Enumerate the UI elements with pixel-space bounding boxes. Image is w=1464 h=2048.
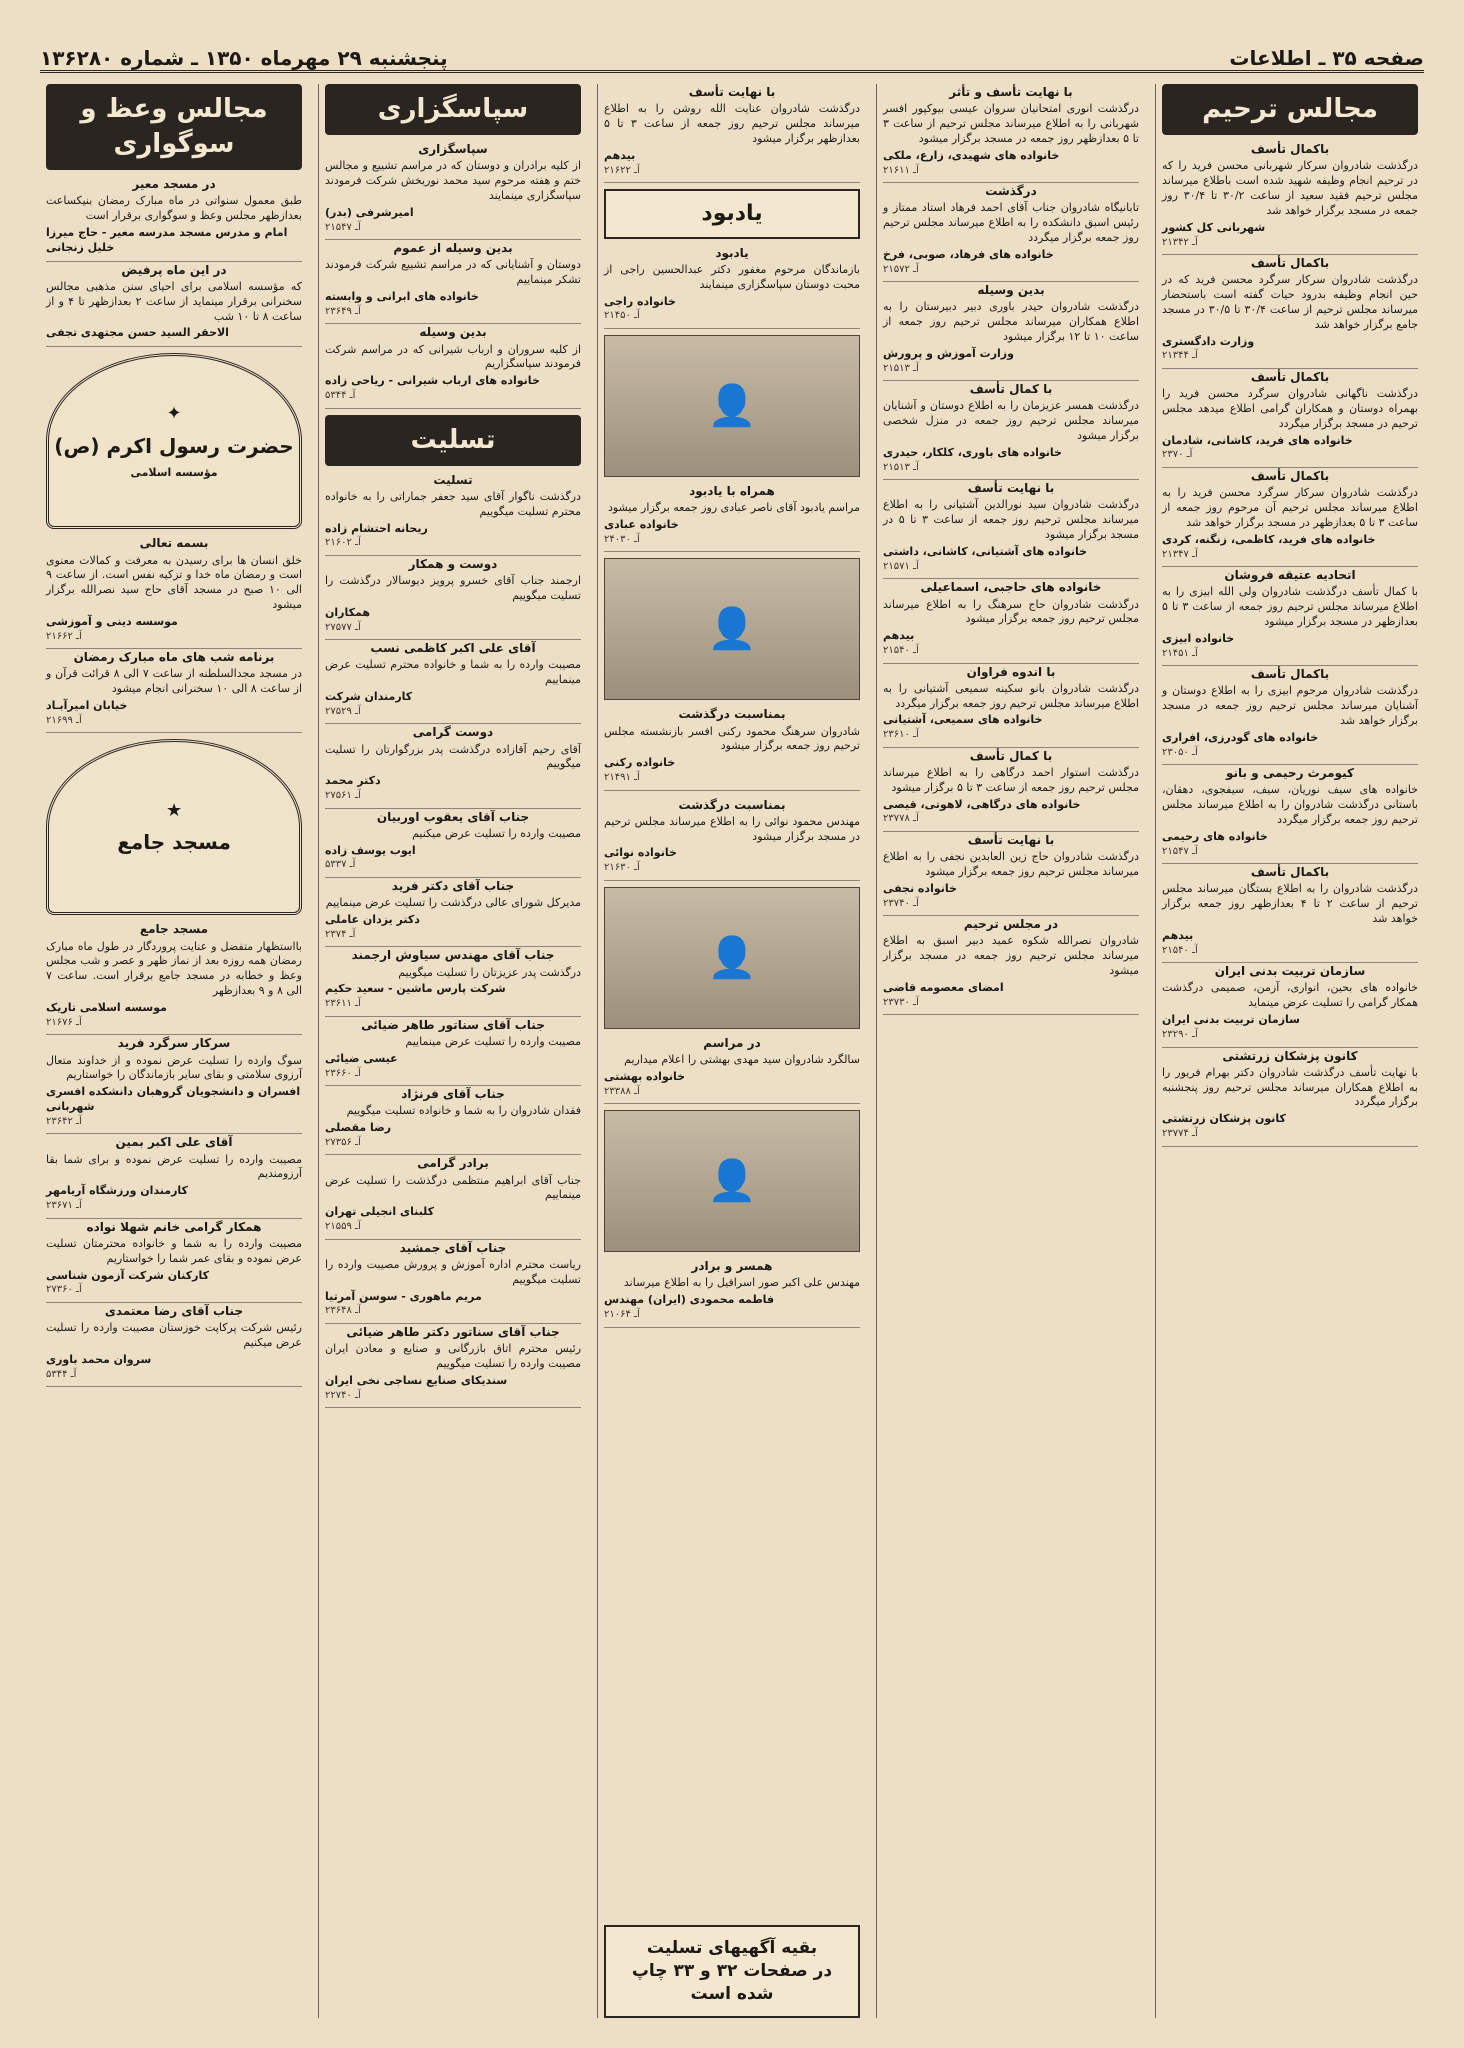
notice-text: درگذشت شادروان را به اطلاع بستگان میرساند مجلس ترحیم از ساعت ۲ تا ۴ بعدازظهر روز جمعه برگزار خواهد شد <box>1162 882 1418 926</box>
notice-code: آـ ۵۳۴۴ <box>46 1368 77 1380</box>
notice-title: آقای علی اکبر بمین <box>115 1135 233 1150</box>
notice-signature: خانواده های سمیعی، آشتیانی <box>883 713 1043 727</box>
notice-title: تسلیت <box>433 472 473 487</box>
column-2 <box>876 84 1145 2018</box>
notice-title: جناب آقای جمشید <box>399 1240 507 1255</box>
notice-signature: شهربانی کل کشور <box>1162 220 1266 234</box>
notice-signature: سندیکای صنایع نساجی نخی ایران <box>325 1373 508 1387</box>
column-5 <box>40 84 308 2018</box>
notice-signature: کارمندان شرکت <box>325 690 413 703</box>
notice-signature: خانواده های شهیدی، زارع، ملکی <box>883 148 1060 162</box>
notice-text: مهندس محمود نوائی را به اطلاع میرساند مجلس ترحیم در مسجد برگزار میشود <box>604 814 860 843</box>
notice-title: با نهایت تأسف <box>967 832 1055 847</box>
notice-signature: امام و مدرس مسجد مدرسه معیر - حاج میرزا خلیل زنجانی <box>46 226 288 254</box>
notice-title: با اندوه فراوان <box>966 664 1056 679</box>
person-icon: 👤 <box>707 382 757 429</box>
notice <box>46 1035 302 1134</box>
notice <box>325 1017 581 1086</box>
notice <box>46 1134 302 1218</box>
notice-code: آـ ۲۱۶۳۰ <box>604 862 640 874</box>
notice-title: بدین وسیله از عموم <box>393 241 513 256</box>
notice <box>46 1219 302 1303</box>
notice-code: آـ ۲۳۳۸۸ <box>604 1085 640 1097</box>
notice-signature: خانواده های گودرزی، افراری <box>1162 730 1319 744</box>
notice-title: جناب آقای دکتر فرید <box>391 878 515 893</box>
notice-text: که مؤسسه اسلامی برای احیای سنن مذهبی مجالس سخنرانی برقرار مینماید از ساعت ۲ بعدازظهر تا ۴ و از ساعت ۸ تا ۱۰ شب <box>46 279 302 323</box>
notice <box>325 809 581 878</box>
notice-code: آـ ۲۷۳۵۶ <box>325 1136 361 1148</box>
notice-title: سرکار سرگرد فرید <box>117 1036 231 1051</box>
notice-title: با کمال تأسف <box>969 748 1053 763</box>
column-2-notices <box>883 84 1139 1015</box>
notice <box>325 1240 581 1324</box>
notice <box>883 748 1139 832</box>
notice-code: آـ ۲۱۶۱۱ <box>883 164 919 176</box>
notice <box>325 724 581 808</box>
notice-signature: خانواده های رحیمی <box>1162 829 1268 843</box>
notice-title: جناب آقای سناتور دکتر طاهر ضیائی <box>346 1324 560 1339</box>
notice-signature: خانواده عبادی <box>604 518 679 531</box>
notice <box>46 649 302 733</box>
notice <box>883 916 1139 1015</box>
section-title-vaaz: مجالس وعظ و سوگواری <box>46 84 302 170</box>
notice-text: بااستظهار متفضل و عنایت پروردگار در طول ماه مبارک رمضان همه روزه بعد از نماز ظهر و عصر و شب مجلس وعظ و خطابه در مسجد جامع برقرار است. ساعت ۷ الی ۸ و ۹ بعدازظهر <box>46 939 302 998</box>
notice <box>325 640 581 724</box>
notice-signature: همکاران <box>325 605 371 619</box>
notice-code: آـ ۲۴۰۳۰ <box>604 533 640 545</box>
notice <box>883 183 1139 282</box>
column-5-notices-c <box>46 921 302 1387</box>
notice-code: آـ ۲۱۶۹۹ <box>46 714 82 726</box>
notice-text: با نهایت تأسف درگذشت شادروان دکتر بهرام فریور را به اطلاع همکاران میرساند مجلس ترحیم روز پنجشنبه برگزار میگردد <box>1162 1065 1418 1109</box>
notice <box>883 282 1139 381</box>
notice-code: آـ ۲۳۷۷۴ <box>1162 1128 1198 1140</box>
notice-text: مصیبت وارده را تسلیت عرض میکنیم <box>412 826 581 840</box>
notice-signature: دکتر یزدان عاملی <box>325 912 420 926</box>
notice-text: درگذشت ناگوار آقای سید جعفر جماراتی را به خانواده محترم تسلیت میگوییم <box>325 489 581 518</box>
notice-title: کانون پزشکان زرتشتی <box>1222 1048 1358 1063</box>
column-3 <box>597 84 866 2018</box>
notice-text: درگذشت ناگهانی شادروان سرگرد محسن فرید را بهمراه دوستان و همکاران گرامی اطلاع میدهد مجلس ترحیم در مسجد برگزار میگردد <box>1162 387 1418 430</box>
notice-code: آـ ۲۱۶۰۲ <box>325 537 361 549</box>
notice-text: درگذشت استوار احمد درگاهی را به اطلاع میرساند مجلس ترحیم روز جمعه از ساعت ۳ تا ۵ برگزار میشود <box>883 765 1139 794</box>
notice <box>883 832 1139 916</box>
notice-title: بمناسبت درگذشت <box>678 797 786 812</box>
notice-code: آـ ۲۷۳۶۰ <box>46 1284 82 1296</box>
notice-code: آـ ۲۱۶۲۲ <box>604 164 640 176</box>
notice-title: همراه با یادبود <box>689 483 775 498</box>
notice-text: درگذشت شادروان سید نورالدین آشتیانی را به اطلاع میرساند مجلس ترحیم روز جمعه از ساعت ۳ تا ۵ در مسجد برگزار میشود <box>883 498 1139 542</box>
notice-signature: خانواده های ابرانی و وابسته <box>325 290 479 304</box>
notice-signature: کانون پزشکان زرتشتی <box>1162 1112 1286 1126</box>
notice-text: از کلیه برادران و دوستان که در مراسم تشییع و مجالس ختم و هفته مرحوم سید محمد نوریخش شرکت فرمودند سپاسگزاری مینمایند <box>325 159 581 202</box>
notice-title: با نهایت تأسف <box>967 481 1055 496</box>
notice-code: آـ ۲۱۵۵۹ <box>325 1221 361 1233</box>
notice <box>1162 567 1418 666</box>
notice-code: آـ ۲۱۳۴۷ <box>1162 548 1198 560</box>
page-header <box>40 30 1424 73</box>
notice-text: مصیبت وارده را تسلیت عرض مینماییم <box>405 1034 581 1048</box>
notice-code: آـ ۲۱۶۷۶ <box>46 1016 82 1028</box>
notice-title: مسجد جامع <box>139 922 209 937</box>
notice <box>325 1086 581 1155</box>
notice-text: مصیبت وارده را تسلیت عرض نموده و برای شما بقا آرزومندیم <box>46 1152 302 1181</box>
notice <box>604 483 860 552</box>
notice-title: باکمال تأسف <box>1250 142 1330 157</box>
notice-code: آـ ۲۳۷۴ <box>325 928 356 940</box>
notice-code: آـ ۲۱۵۷۱ <box>883 560 919 572</box>
notice-text: شادروان سرهنگ محمود رکنی افسر بازنشسته مجلس ترحیم روز جمعه برگزار میشود <box>604 724 860 753</box>
banner-subtitle: مؤسسه اسلامی <box>130 465 218 479</box>
notice <box>46 535 302 649</box>
column-1-notices <box>1162 141 1418 1146</box>
notice <box>604 797 860 881</box>
notice <box>46 921 302 1035</box>
notice <box>1162 765 1418 864</box>
notice-code: آـ ۲۳۰۵۰ <box>1162 746 1198 758</box>
notice-signature: موسسه دینی و آموزشی <box>46 614 178 628</box>
notice <box>325 947 581 1016</box>
notice-text: درگذشت شادروان مرحوم ابیزی را به اطلاع دوستان و آشنایان میرساند مجلس ترحیم روز جمعه در مسجد برگزار خواهد شد <box>1162 684 1418 727</box>
notice-text: ریاست محترم اداره آموزش و پرورش مصیبت وارده را تسلیت میگوییم <box>325 1257 581 1286</box>
notice-signature: خانواده رکنی <box>604 756 676 770</box>
continued-title: بقیه آگهیهای تسلیت <box>646 1938 818 1959</box>
notice <box>1162 369 1418 468</box>
column-4-notices-a <box>325 141 581 409</box>
notice-title: برنامه شب های ماه مبارک رمضان <box>73 650 275 665</box>
notice <box>604 1258 860 1327</box>
section-title-tasliat: تسلیت <box>325 415 581 466</box>
notice-text: درگذشت شادروان حاج زین العابدین نجفی را به اطلاع میرساند مجلس ترحیم روز جمعه برگزار میشود <box>883 850 1139 878</box>
notice-text: با کمال تأسف درگذشت شادروان ولی الله ابیزی را به اطلاع میرساند مجلس ترحیم روز جمعه از ساعت ۳ تا ۵ بعدازظهر در مسجد برگزار میشود <box>1162 585 1418 628</box>
notice-signature: امیرشرفی (بدر) <box>325 205 414 219</box>
portrait-photo <box>604 1110 860 1252</box>
mosque-emblem <box>46 739 302 915</box>
notice-code: آـ ۲۳۶۱۱ <box>325 998 361 1010</box>
notice-signature: خانواده های فرید، کاظمی، زنگنه، کردی <box>1162 532 1376 546</box>
notice-signature: دکتر محمد <box>325 774 381 788</box>
notice-signature: وزارت دادگستری <box>1162 334 1255 348</box>
portrait-photo <box>604 335 860 477</box>
notice-code: آـ ۲۱۳۴۲ <box>1162 236 1198 248</box>
notice <box>883 480 1139 579</box>
notice <box>46 1303 302 1387</box>
notice-text: مراسم یادبود آقای ناصر عبادی روز جمعه برگزار میشود <box>607 501 860 515</box>
columns <box>40 84 1424 2018</box>
notice-text: مصیبت وارده را به شما و خانواده محترمتان تسلیت عرض نموده و بقای عمر شما را خواستاریم <box>46 1236 302 1265</box>
notice-text: درگذشت شادروان حاج سرهنگ را به اطلاع میرساند مجلس ترحیم روز جمعه برگزار میشود <box>883 597 1139 626</box>
notice-signature: ایوب یوسف زاده <box>325 843 416 857</box>
notice <box>1162 864 1418 963</box>
notice-signature: خانواده های فرید، کاشانی، شادمان <box>1162 433 1353 447</box>
notice-title: سپاسگزاری <box>418 142 488 157</box>
notice-signature: شرکت پارس ماشین - سعید حکیم <box>325 982 506 996</box>
notice-signature: موسسه اسلامی تاریک <box>46 1001 167 1014</box>
notice-text: تابانیگاه شادروان جناب آقای احمد فرهاد استاد ممتاز و رئیس اسبق دانشکده را به اطلاع میرساند مجلس ترحیم روز جمعه برگزار میگردد <box>883 201 1139 244</box>
notice-signature: خانواده های باوری، کلکار، حیدری <box>883 445 1062 459</box>
section-title-sepasgozari: سپاسگزاری <box>325 84 581 135</box>
notice <box>325 472 581 556</box>
notice <box>1162 255 1418 369</box>
notice-title: جناب آقای مهندس سیاوش ارجمند <box>351 948 555 963</box>
notice-code: آـ ۲۷۵۲۹ <box>325 705 361 717</box>
notice-code: آـ ۲۳۶۱۰ <box>883 729 919 741</box>
notice-title: با کمال تأسف <box>969 382 1053 397</box>
notice-text: درگذشت شادروان سرکار سرگرد محسن فرید را به اطلاع میرساند مجلس ترحیم آن مرحوم روز جمعه از ساعت ۳ تا ۵ بعدازظهر در مسجد برگزار خواهد شد <box>1162 486 1418 529</box>
notice-signature: سروان محمد باوری <box>46 1352 152 1366</box>
notice-text: رئیس شرکت پرکاپت خوزستان مصیبت وارده را تسلیت عرض میکنیم <box>46 1321 302 1349</box>
notice-title: کیومرث رحیمی و بانو <box>1225 766 1355 781</box>
notice <box>1162 1048 1418 1147</box>
notice-text: فقدان شادروان را به شما و خانواده تسلیت میگوییم <box>346 1104 581 1118</box>
notice-text: مهندس علی اکبر صور اسرافیل را به اطلاع میرساند <box>623 1276 860 1290</box>
notice-code: آـ ۲۱۵۱۳ <box>883 362 919 374</box>
notice <box>325 324 581 408</box>
notice-code: آـ ۲۳۶۷۱ <box>46 1200 82 1212</box>
notice-signature: خانواده های آشتیانی، کاشانی، داشتی <box>883 544 1088 558</box>
notice <box>604 245 860 329</box>
notice-code: آـ ۲۱۴۵۱ <box>1162 647 1198 659</box>
notice-text: خانواده های بحین، انواری، آزمن، صمیمی درگذشت همکار گرامی را تسلیت عرض مینماید <box>1162 981 1418 1010</box>
notice-code: آـ ۲۳۶۴۲ <box>46 1115 82 1127</box>
column-5-notices-b <box>46 535 302 733</box>
notice-text: درگذشت شادروان سرکار شهربانی محسن فرید را که در ترحیم انجام وظیفه شهید شده است باطلاع میرساند مجلس ترحیم فقید سعید از ساعت ۳۰/۲ تا ۳۰/۴ روز جمعه در مسجد برگزار خواهد شد <box>1162 159 1419 217</box>
notice-title: بدین وسیله <box>419 325 487 340</box>
notice-title: جناب آقای سناتور طاهر ضیائی <box>361 1017 545 1032</box>
continued-pages: در صفحات ۳۲ و ۳۳ چاپ شده است <box>631 1961 833 2005</box>
notice-title: درگذشت <box>985 184 1037 199</box>
notice-signature: خانواده ابیزی <box>1162 631 1235 645</box>
notice-code: آـ ۲۳۷۴۰ <box>883 897 919 909</box>
notice <box>883 381 1139 480</box>
notice-code: آـ ۲۳۷۰ <box>1162 449 1193 461</box>
notice-signature: خانواده های ارباب شیرانی - ریاحی زاده <box>325 374 540 388</box>
notice-title: با نهایت تأسف <box>688 85 776 99</box>
notice-code: آـ ۲۳۷۳۰ <box>883 996 919 1008</box>
notice-title: دوست گرامی <box>412 725 494 740</box>
notice <box>325 556 581 640</box>
notice-title: با نهایت تأسف و تأثر <box>949 85 1073 99</box>
notice-code: آـ ۲۱۵۷۲ <box>883 263 919 275</box>
notice-code: آـ ۲۱۵۱۳ <box>883 461 919 473</box>
notice-signature: فاطمه محمودی (ایران) مهندس <box>604 1293 775 1307</box>
notice-signature: وزارت آموزش و پرورش <box>883 346 1014 360</box>
notice-signature: خیابان امیرآبـاد <box>46 699 128 713</box>
notice-text: جناب آقای ابراهیم منتظمی درگذشت را تسلیت عرض مینماییم <box>325 1173 581 1202</box>
continued-notice-box <box>604 1925 860 2018</box>
notice-title: باکمال تأسف <box>1250 667 1330 682</box>
notice-title: دوست و همکار <box>408 556 498 571</box>
notice-signature: خانواده نجفی <box>883 881 957 895</box>
religious-banner <box>46 353 302 529</box>
section-title-yadbood: یادبود <box>604 189 860 239</box>
notice-title: جناب آقای فرنژاد <box>401 1087 505 1102</box>
notice <box>325 1324 581 1408</box>
notice-text: درگذشت شادروان بانو سکینه سمیعی آشتیانی را به اطلاع میرساند مجلس ترحیم روز جمعه برگزار میگردد <box>883 681 1139 710</box>
page-number-title: صفحه ۳۵ ـ اطلاعات <box>1229 46 1424 70</box>
notice-text: درگذشت شادروان عنایت الله روشن را به اطلاع میرساند مجلس ترحیم روز جمعه از ساعت ۳ تا ۵ بعدازظهر برگزار میشود <box>604 102 860 145</box>
column-4 <box>318 84 587 2018</box>
notice <box>325 141 581 240</box>
notice-code: آـ ۵۳۳۷ <box>325 859 356 871</box>
notice-text: درگذشت شادروان حیدر باوری دبیر دبیرستان را به اطلاع همکاران میرساند مجلس ترحیم روز جمعه از ساعت ۱۰ تا ۱۲ برگزار میشود <box>883 300 1139 343</box>
notice-title: سازمان تربیت بدنی ایران <box>1214 964 1366 979</box>
banner-title: حضرت رسول اکرم (ص) <box>54 433 294 458</box>
notice-code: آـ ۲۷۵۷۷ <box>325 621 361 633</box>
column-4-notices-b <box>325 472 581 1408</box>
notice-text: سوگ وارده را تسلیت عرض نموده و از خداوند متعال آرزوی سلامتی و بقای سایر بازماندگان را خواستاریم <box>46 1053 302 1082</box>
notice-text: بازماندگان مرحوم مغفور دکتر عبدالحسین راجی از محبت دوستان سپاسگزاری مینمایند <box>604 262 860 291</box>
notice <box>1162 141 1418 255</box>
notice-code: آـ ۲۳۶۴۹ <box>325 305 361 317</box>
notice-text: درگذشت پدر عزیزتان را تسلیت میگوییم <box>398 965 581 979</box>
notice-signature: خانواده های فرهاد، صوبی، فرخ <box>883 247 1054 261</box>
notice-signature: امضای معصومه قاضی <box>883 980 1004 994</box>
notice-signature: بیدهم <box>883 629 915 643</box>
notice-text: درگذشت شادروان سرکار سرگرد محسن فرید که در حین انجام وظیفه بدرود حیات گفته است باستحضار میرساند مجلس ترحیم از ساعت ۳۰/۴ تا ۳۰/۵ در مسجد جامع برگزار خواهد شد <box>1162 273 1418 331</box>
notice-code: آـ ۲۱۶۶۲ <box>46 630 82 642</box>
notice-code: آـ ۲۳۷۷۸ <box>883 813 919 825</box>
emblem-title: مسجد جامع <box>117 830 231 855</box>
notice-title: اتحادیه عتیقه فروشان <box>1224 568 1356 583</box>
portrait-photo <box>604 887 860 1029</box>
notice-text: خلق انسان ها برای رسیدن به معرفت و کمالات معنوی است و رمضان ماه خدا و تزکیه نفس است. از ساعت ۹ الی ۱۰ صبح در مسجد آقای حاج سید نصرالله برگزار میشود <box>46 553 302 612</box>
person-icon: 👤 <box>707 606 757 653</box>
notice <box>604 1035 860 1104</box>
notice-text: خانواده های سیف نوریان، سیف، سیفجوی، دهقان، باستانی درگذشت شادروان را به اطلاع میرساند مجلس ترحیم روز جمعه برگزار میگردد <box>1162 783 1418 827</box>
notice-title: آقای علی اکبر کاظمی نسب <box>370 641 536 656</box>
notice-title: در مجلس ترحیم <box>963 917 1059 932</box>
section-title-tarhim: مجالس ترحیم <box>1162 84 1418 135</box>
notice-text: دوستان و آشنایانی که در مراسم تشییع شرکت فرمودند تشکر مینماییم <box>325 258 581 287</box>
notice-title: برادر گرامی <box>417 1156 489 1171</box>
notice-title: باکمال تأسف <box>1250 468 1330 483</box>
notice <box>1162 468 1418 567</box>
notice-text: در مسجد مجدالسلطنه از ساعت ۷ الی ۸ قرائت قرآن و از ساعت ۸ الی ۱۰ سخنرانی انجام میشود <box>46 667 302 696</box>
notice-text: طبق معمول سنواتی در ماه مبارک رمضان بنیکساعت بعدازظهر مجلس وعظ و سوگواری برقرار است <box>46 194 302 223</box>
notice-code: آـ ۲۱۵۴۰ <box>883 645 919 657</box>
notice-code: آـ ۲۱۰۶۴ <box>604 1309 640 1321</box>
person-icon: 👤 <box>707 1158 757 1205</box>
notice <box>325 1155 581 1239</box>
notice-signature: خانواده نوائی <box>604 846 677 860</box>
person-icon: 👤 <box>707 934 757 981</box>
notice-code: آـ ۲۷۵۶۱ <box>325 790 361 802</box>
notice-text: مدیرکل شورای عالی درگذشت را تسلیت عرض مینماییم <box>325 896 581 910</box>
notice-code: آـ ۲۲۷۴۰ <box>325 1389 361 1401</box>
notice <box>325 240 581 324</box>
notice-title: در مسجد معیر <box>132 177 216 192</box>
notice-signature: کلبنای انجیلی تهران <box>325 1205 435 1219</box>
notice-signature: افسران و دانشجویان گروهبان دانشکده افسری شهربانی <box>46 1085 301 1114</box>
notice-title: بسمه تعالی <box>139 536 209 551</box>
notice-code: آـ ۲۳۶۴۸ <box>325 1305 361 1317</box>
notice-code: آـ ۲۱۴۵۰ <box>604 310 640 322</box>
notice-signature: مریم ماهوری - سوسن آمرتیا <box>325 1289 482 1303</box>
notice-title: بدین وسیله <box>977 283 1045 298</box>
notice-title: در این ماه پرفیض <box>121 262 227 277</box>
notice-text: مصیبت وارده را به شما و خانواده محترم تسلیت عرض مینماییم <box>325 658 581 687</box>
notice-code: آـ ۲۳۶۶۰ <box>325 1067 361 1079</box>
notice-code: آـ ۵۳۴۴ <box>325 390 356 402</box>
notice-signature: کارمندان ورزشگاه آریامهر <box>46 1184 188 1198</box>
portrait-photo <box>604 558 860 700</box>
notice-signature: خانواده بهشتی <box>604 1069 686 1083</box>
notice <box>325 878 581 947</box>
notice-text: شادروان نصرالله شکوه عمید دبیر اسبق به اطلاع میرساند مجلس ترحیم روز جمعه در مسجد برگزار میشود <box>883 934 1139 978</box>
notice-code: آـ ۲۱۵۴۷ <box>1162 845 1198 857</box>
notice-signature: رضا مقصلی <box>325 1121 392 1135</box>
notice-title: بمناسبت درگذشت <box>678 707 786 722</box>
notice-signature: عیسی ضیائی <box>325 1051 398 1065</box>
notice-code: آـ ۲۱۴۹۱ <box>604 772 640 784</box>
notice-title: یادبود <box>715 245 749 260</box>
notice-text: ارجمند جناب آقای خسرو پرویز دیوسالار درگذشت را تسلیت میگوییم <box>325 574 581 602</box>
notice-text: سالگرد شادروان سید مهدی بهشتی را اعلام میداریم <box>624 1052 860 1066</box>
notice <box>604 84 860 183</box>
notice-title: باکمال تأسف <box>1250 865 1330 880</box>
notice-title: همکار گرامی خانم شهلا نواده <box>86 1219 262 1234</box>
notice-signature: خانواده راجی <box>604 294 676 308</box>
notice-signature: سازمان تربیت بدنی ایران <box>1162 1013 1300 1027</box>
notice-title: همسر و برادر <box>691 1259 773 1274</box>
notice-text: از کلیه سروران و ارباب شیرانی که در مراسم شرکت فرمودند سپاسگزاریم <box>325 342 581 371</box>
notice-title: باکمال تأسف <box>1250 369 1330 384</box>
notice-code: آـ ۲۱۵۴۷ <box>325 221 361 233</box>
column-5-notices-a <box>46 176 302 347</box>
notice <box>1162 963 1418 1047</box>
notice-code: آـ ۲۱۵۴۰ <box>1162 944 1198 956</box>
notice <box>883 664 1139 748</box>
notice-title: جناب آقای رضا معتمدی <box>104 1303 244 1318</box>
notice-text: آقای رحیم آقازاده درگذشت پدر بزرگوارتان را تسلیت میگوییم <box>325 742 581 771</box>
notice-signature: ریحانه احتشام زاده <box>325 521 428 535</box>
notice-text: رئیس محترم اتاق بازرگانی و صنایع و معادن ایران مصیبت وارده را تسلیت میگوییم <box>325 1342 581 1370</box>
notice <box>46 262 302 348</box>
notice <box>1162 666 1418 765</box>
notice-signature: کارکنان شرکت آزمون شناسی <box>46 1268 210 1282</box>
notice <box>604 706 860 790</box>
notice-text: درگذشت همسر عزیزمان را به اطلاع دوستان و آشنایان میرساند مجلس ترحیم روز جمعه در منزل شخصی برگزار میشود <box>883 399 1139 443</box>
notice <box>46 176 302 262</box>
notice-title: خانواده های حاجبی، اسماعیلی <box>920 580 1102 595</box>
notice-text: درگذشت انوری امتحانیان سروان عیسی بیوکپور افسر شهربانی را به اطلاع میرساند مجلس ترحیم از ساعت ۳ تا ۵ بعدازظهر روز جمعه در مسجد برگزار میشود <box>883 102 1139 145</box>
notice <box>883 84 1139 183</box>
star-icon: ★ <box>165 799 183 821</box>
notice-signature: بیدهم <box>604 148 636 162</box>
notice-signature: الاحقر السید حسن مجتهدی تجفی <box>46 326 229 340</box>
issue-date: پنجشنبه ۲۹ مهرماه ۱۳۵۰ ـ شماره ۱۳۶۲۸۰ <box>40 46 448 70</box>
column-1 <box>1155 84 1424 2018</box>
star-icon: ✦ <box>166 403 182 425</box>
notice-title: جناب آقای یعقوب اوربیان <box>376 809 530 824</box>
notice <box>883 579 1139 663</box>
notice-title: در مراسم <box>703 1035 761 1050</box>
notice-title: باکمال تأسف <box>1250 256 1330 270</box>
notice-signature: بیدهم <box>1162 928 1194 942</box>
notice-code: آـ ۲۳۲۹۰ <box>1162 1029 1198 1040</box>
notice-signature: خانواده های درگاهی، لاهوتی، قیصی <box>883 797 1081 811</box>
notice-code: آـ ۲۱۳۴۴ <box>1162 350 1198 362</box>
